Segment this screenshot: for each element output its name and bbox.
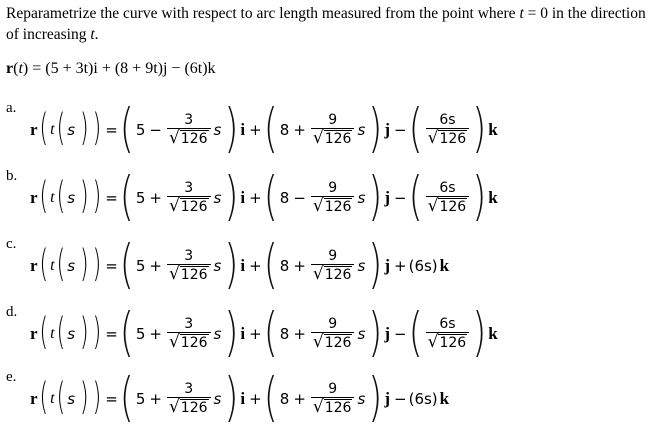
- fraction-numerator: 6s: [439, 316, 456, 332]
- fraction: [311, 248, 355, 284]
- question-t-var-2: t: [90, 26, 95, 43]
- vector-r: r: [30, 188, 38, 207]
- fraction-denominator: [311, 332, 355, 352]
- given-curve: r(t) = (5 + 3t)i + (8 + 9t)j − (6t)k: [6, 60, 216, 77]
- vector-r: r: [30, 389, 38, 408]
- sqrt-radicand: 126: [439, 335, 467, 351]
- fraction: [167, 248, 211, 284]
- j-constant: 8: [279, 325, 290, 343]
- i-constant: 5: [135, 325, 146, 343]
- fraction-denominator: [167, 264, 211, 284]
- sqrt: √ 126: [312, 128, 352, 148]
- sqrt-radicand: 126: [324, 400, 352, 416]
- op-2: −: [394, 121, 407, 139]
- fraction-denominator: [167, 397, 211, 417]
- question-t-var: t: [519, 5, 524, 22]
- fraction: [167, 316, 211, 352]
- j-constant: 8: [279, 257, 290, 275]
- sqrt-radicand: 126: [180, 199, 208, 215]
- i-sign: +: [149, 257, 162, 275]
- unit-k: k: [439, 256, 450, 275]
- sqrt-radicand: 126: [324, 335, 352, 351]
- vector-r: r: [30, 120, 38, 139]
- op-2: −: [394, 189, 407, 207]
- fraction-denominator: [426, 196, 470, 216]
- fraction: [311, 180, 355, 216]
- sqrt-radicand: 126: [180, 335, 208, 351]
- unit-j: j: [384, 120, 391, 139]
- fraction: [167, 381, 211, 417]
- fraction-denominator: [311, 196, 355, 216]
- vector-r: r: [30, 256, 38, 275]
- given-r: r: [6, 60, 14, 77]
- sqrt-radicand: 126: [180, 400, 208, 416]
- i-sign: +: [149, 189, 162, 207]
- j-sign: +: [293, 121, 306, 139]
- i-constant: 5: [135, 121, 146, 139]
- fraction-denominator: [167, 196, 211, 216]
- fraction-denominator: [426, 332, 470, 352]
- sqrt: √ 126: [312, 332, 352, 352]
- unit-k: k: [488, 188, 498, 207]
- sqrt: √ 126: [312, 196, 352, 216]
- op-2: −: [394, 390, 407, 408]
- fraction-numerator: 3: [184, 112, 194, 128]
- fraction: [426, 316, 470, 352]
- sqrt: √ 126: [312, 397, 352, 417]
- i-constant: 5: [135, 390, 146, 408]
- given-expression: (5 + 3t)i + (8 + 9t)j − (6t)k: [45, 60, 216, 77]
- fraction-denominator: [167, 128, 211, 148]
- op-2: −: [394, 325, 407, 343]
- j-sign: +: [293, 325, 306, 343]
- fraction: [426, 112, 470, 148]
- fraction-denominator: [311, 397, 355, 417]
- fraction-denominator: [167, 332, 211, 352]
- unit-j: j: [384, 256, 391, 275]
- fraction: [167, 180, 211, 216]
- sqrt-radicand: 126: [439, 131, 467, 147]
- fraction-numerator: 3: [184, 381, 194, 397]
- op-1: +: [249, 189, 262, 207]
- fraction: [426, 180, 470, 216]
- fraction-numerator: 6s: [439, 180, 456, 196]
- fraction-numerator: 9: [328, 316, 338, 332]
- question-part1: Reparametrize the curve with respect to arc length measured from the point where: [6, 5, 520, 22]
- option-label: e.: [6, 369, 17, 385]
- op-2: +: [394, 257, 407, 275]
- sqrt: √ 126: [168, 332, 208, 352]
- j-sign: +: [293, 257, 306, 275]
- unit-k: k: [488, 324, 498, 343]
- option-d[interactable]: [0, 304, 653, 364]
- op-1: +: [249, 121, 262, 139]
- fraction-numerator: 3: [184, 180, 194, 196]
- question-part2: = 0 in the direction of increasing: [6, 5, 646, 43]
- sqrt-radicand: 126: [324, 199, 352, 215]
- option-expression: r ( t ( s ) ) = ( 5 − 3 √ 126 s ) i + ( 8 + 9 √ 126 s ) j − ( 6s √ 126 ) k: [30, 99, 498, 159]
- fraction: [167, 112, 211, 148]
- j-sign: +: [293, 390, 306, 408]
- option-e[interactable]: [0, 369, 653, 429]
- fraction-denominator: [311, 128, 355, 148]
- sqrt: √ 126: [427, 196, 467, 216]
- i-constant: 5: [135, 189, 146, 207]
- op-1: +: [249, 325, 262, 343]
- j-sign: −: [293, 189, 306, 207]
- unit-j: j: [384, 324, 391, 343]
- option-c[interactable]: [0, 236, 653, 296]
- fraction: [311, 112, 355, 148]
- fraction: [311, 381, 355, 417]
- option-label: b.: [6, 168, 18, 184]
- fraction: [311, 316, 355, 352]
- fraction-numerator: 3: [184, 248, 194, 264]
- sqrt-radicand: 126: [324, 131, 352, 147]
- unit-i: i: [240, 324, 246, 343]
- k-term: (6s): [408, 257, 438, 275]
- given-t: t: [18, 60, 23, 77]
- unit-j: j: [384, 188, 391, 207]
- k-term: (6s): [408, 390, 438, 408]
- sqrt-radicand: 126: [180, 267, 208, 283]
- i-sign: +: [149, 325, 162, 343]
- i-sign: +: [149, 390, 162, 408]
- option-a[interactable]: [0, 100, 653, 160]
- fraction-denominator: [426, 128, 470, 148]
- option-label: c.: [6, 236, 17, 252]
- unit-i: i: [240, 389, 246, 408]
- unit-k: k: [488, 120, 498, 139]
- unit-j: j: [384, 389, 391, 408]
- j-constant: 8: [279, 121, 290, 139]
- fraction-numerator: 9: [328, 112, 338, 128]
- unit-i: i: [240, 256, 246, 275]
- sqrt-radicand: 126: [324, 267, 352, 283]
- fraction-denominator: [311, 264, 355, 284]
- option-expression: r ( t ( s ) ) = ( 5 + 3 √ 126 s ) i + ( 8 + 9 √ 126 s ) j − ( 6s √ 126 ) k: [30, 303, 498, 363]
- option-expression: r ( t ( s ) ) = ( 5 + 3 √ 126 s ) i + ( 8 + 9 √ 126 s ) j + (6s) k: [30, 235, 450, 295]
- sqrt: √ 126: [168, 264, 208, 284]
- question-text: [6, 3, 651, 45]
- option-expression: r ( t ( s ) ) = ( 5 + 3 √ 126 s ) i + ( 8 − 9 √ 126 s ) j − ( 6s √ 126 ) k: [30, 167, 498, 227]
- sqrt: √ 126: [168, 196, 208, 216]
- question-end: .: [94, 26, 99, 43]
- i-sign: −: [149, 121, 162, 139]
- j-constant: 8: [279, 189, 290, 207]
- sqrt-radicand: 126: [439, 199, 467, 215]
- unit-i: i: [240, 120, 246, 139]
- fraction-numerator: 9: [328, 248, 338, 264]
- i-constant: 5: [135, 257, 146, 275]
- option-expression: r ( t ( s ) ) = ( 5 + 3 √ 126 s ) i + ( 8 + 9 √ 126 s ) j − (6s) k: [30, 368, 450, 428]
- sqrt-radicand: 126: [180, 131, 208, 147]
- fraction-numerator: 6s: [439, 112, 456, 128]
- sqrt: √ 126: [427, 128, 467, 148]
- sqrt: √ 126: [168, 397, 208, 417]
- j-constant: 8: [279, 390, 290, 408]
- vector-r: r: [30, 324, 38, 343]
- sqrt: √ 126: [168, 128, 208, 148]
- sqrt: √ 126: [427, 332, 467, 352]
- option-b[interactable]: [0, 168, 653, 228]
- op-1: +: [249, 390, 262, 408]
- sqrt: √ 126: [312, 264, 352, 284]
- fraction-numerator: 9: [328, 381, 338, 397]
- option-label: d.: [6, 304, 18, 320]
- fraction-numerator: 9: [328, 180, 338, 196]
- option-label: a.: [6, 100, 17, 116]
- fraction-numerator: 3: [184, 316, 194, 332]
- unit-k: k: [439, 389, 450, 408]
- unit-i: i: [240, 188, 246, 207]
- op-1: +: [249, 257, 262, 275]
